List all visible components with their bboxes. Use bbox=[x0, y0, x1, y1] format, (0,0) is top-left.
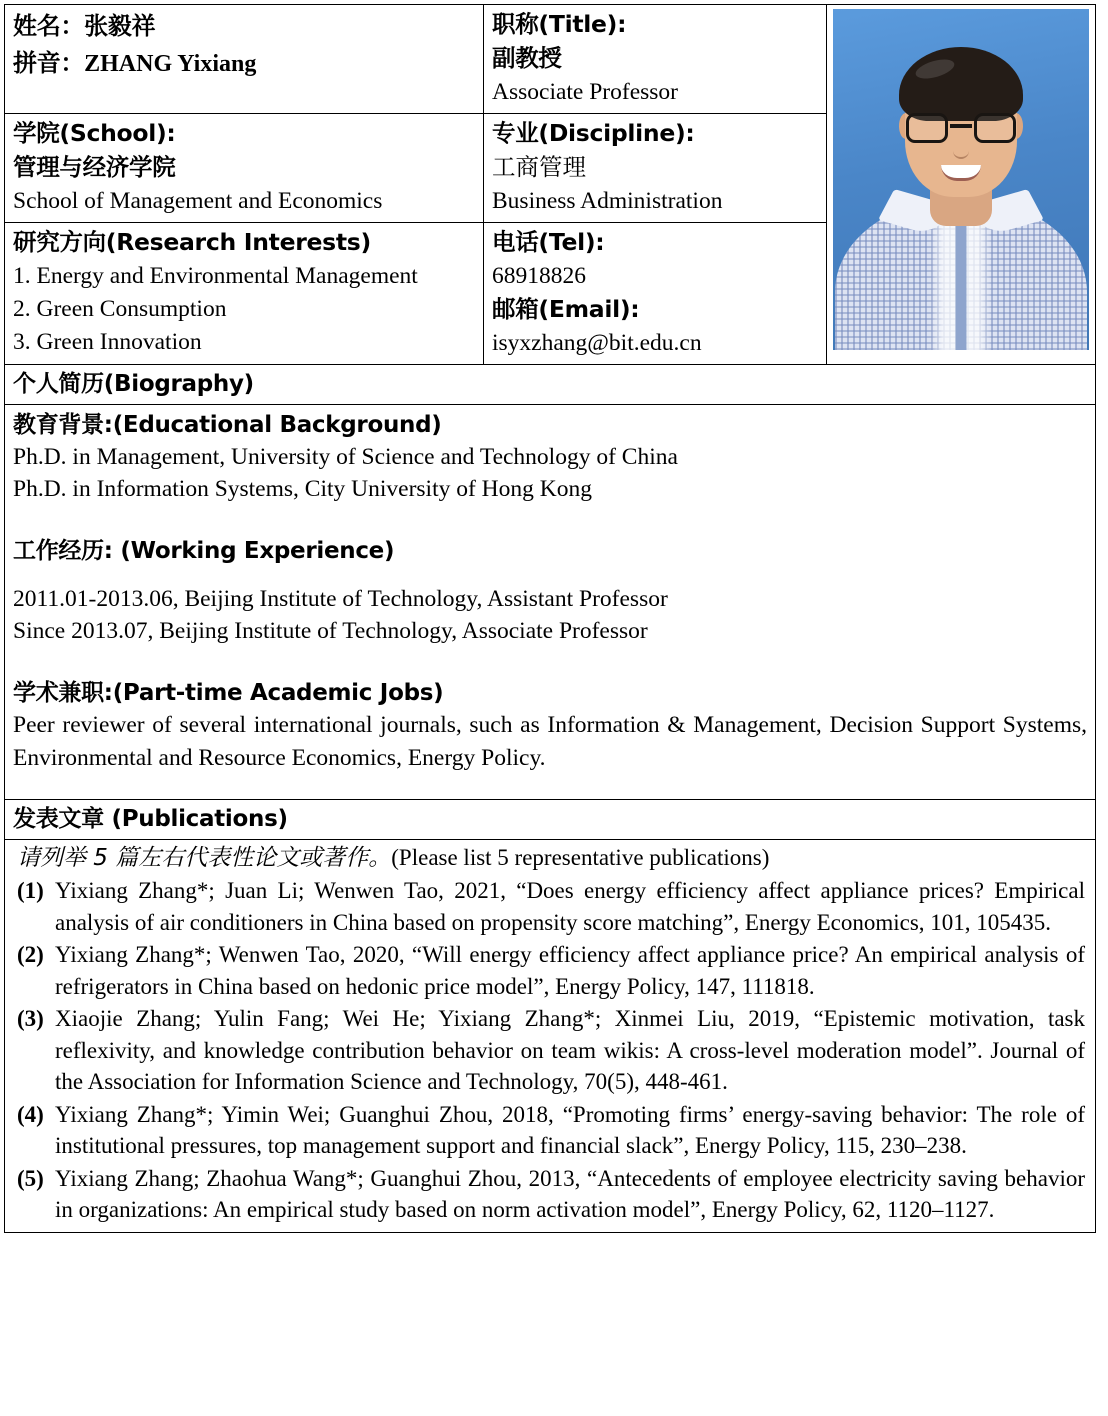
discipline-label: 专业(Discipline): bbox=[492, 119, 695, 147]
publications-instruction-en: (Please list 5 representative publications) bbox=[391, 845, 770, 870]
cell-biography-header bbox=[5, 365, 1096, 405]
glasses-bridge-shape bbox=[950, 124, 972, 128]
tel-value[interactable]: 68918826 bbox=[492, 263, 586, 289]
title-en: Associate Professor bbox=[492, 79, 679, 105]
publication-text: Yixiang Zhang; Zhaohua Wang*; Guanghui Zhou, 2013, “Antecedents of employee electricity saving behavior in organizations: An empirical study based on norm activation model”, Energy Policy, 62, 1120–1127. bbox=[55, 1165, 1085, 1222]
research-label: 研究方向(Research Interests) bbox=[13, 228, 371, 256]
publication-number: (5) bbox=[17, 1165, 44, 1191]
spacer bbox=[13, 567, 1087, 583]
pinyin-label: 拼音： bbox=[13, 49, 85, 77]
publications-instruction bbox=[13, 842, 1085, 874]
cell-publications-header bbox=[5, 800, 1096, 840]
discipline-cn-line bbox=[492, 151, 819, 185]
email-label: 邮箱(Email): bbox=[492, 295, 640, 323]
hair-shape bbox=[899, 47, 1023, 121]
school-label: 学院(School): bbox=[13, 119, 176, 147]
biography-section-title: 个人简历(Biography) bbox=[13, 371, 254, 397]
education-line: Ph.D. in Information Systems, City University of Hong Kong bbox=[13, 476, 592, 502]
title-label: 职称(Title): bbox=[492, 10, 627, 38]
publication-number: (3) bbox=[17, 1006, 44, 1031]
table-row-biography-header bbox=[5, 365, 1096, 405]
publications-section-title: 发表文章 (Publications) bbox=[13, 806, 288, 832]
school-cn-line bbox=[13, 151, 476, 185]
tel-label: 电话(Tel): bbox=[492, 228, 605, 256]
email-label-line bbox=[492, 293, 819, 327]
publication-item bbox=[13, 1099, 1085, 1162]
publication-text: Yixiang Zhang*; Wenwen Tao, 2020, “Will energy efficiency affect appliance price? An empirical analysis of refrigerators in China based on hedonic price model”, Energy Policy, 147, 111818. bbox=[55, 942, 1085, 999]
cell-publications-list bbox=[5, 840, 1096, 1233]
publications-instruction-cn: 请列举 5 篇左右代表性论文或著作。 bbox=[17, 845, 392, 871]
cell-title bbox=[484, 5, 827, 114]
publication-item bbox=[13, 939, 1085, 1002]
discipline-label-line bbox=[492, 117, 819, 151]
publication-number: (2) bbox=[17, 942, 44, 967]
cell-discipline bbox=[484, 114, 827, 223]
name-label: 姓名： bbox=[13, 12, 85, 40]
table-row-biography-body bbox=[5, 405, 1096, 800]
publication-text: Yixiang Zhang*; Yimin Wei; Guanghui Zhou, 2018, “Promoting firms’ energy-saving behavior: The role of institutional pressures, top management support and financial slack”, Energy Policy, 115, 230–238. bbox=[55, 1101, 1085, 1158]
table-row-publications-header bbox=[5, 800, 1096, 840]
research-label-line bbox=[13, 226, 476, 260]
publication-number: (1) bbox=[17, 878, 44, 903]
working-experience-header: 工作经历: (Working Experience) bbox=[13, 538, 395, 564]
cell-photo bbox=[827, 5, 1096, 365]
school-label-line bbox=[13, 117, 476, 151]
pinyin-value: ZHANG Yixiang bbox=[84, 51, 257, 77]
working-experience-line: Since 2013.07, Beijing Institute of Technology, Associate Professor bbox=[13, 618, 648, 644]
name-line bbox=[13, 8, 476, 45]
lens-right-shape bbox=[974, 113, 1016, 143]
publication-item bbox=[13, 1003, 1085, 1098]
publication-text: Yixiang Zhang*; Juan Li; Wenwen Tao, 2021, “Does energy efficiency affect appliance prices? Empirical analysis of air conditioners in China based on propensity score matching”, Energy Economics, 101, 105435. bbox=[55, 878, 1085, 935]
parttime-jobs-text: Peer reviewer of several international journals, such as Information & Management, Decision Support Systems, Environmental and Resource Economics, Energy Policy. bbox=[13, 712, 1087, 771]
glasses-icon bbox=[906, 113, 1016, 143]
table-row-publications-list bbox=[5, 840, 1096, 1233]
name-value: 张毅祥 bbox=[84, 12, 156, 40]
table-row-name bbox=[5, 5, 1096, 114]
research-item: 3. Green Innovation bbox=[13, 329, 202, 355]
spacer bbox=[13, 505, 1087, 535]
publication-item bbox=[13, 1163, 1085, 1226]
title-cn-line bbox=[492, 42, 819, 76]
spacer bbox=[13, 775, 1087, 791]
discipline-cn: 工商管理 bbox=[492, 153, 586, 181]
email-value[interactable]: isyxzhang@bit.edu.cn bbox=[492, 330, 702, 356]
school-en: School of Management and Economics bbox=[13, 188, 383, 214]
profile-table bbox=[4, 4, 1096, 1233]
publication-item bbox=[13, 875, 1085, 938]
pinyin-line bbox=[13, 45, 476, 82]
school-cn: 管理与经济学院 bbox=[13, 153, 176, 181]
publication-text: Xiaojie Zhang; Yulin Fang; Wei He; Yixiang Zhang*; Xinmei Liu, 2019, “Epistemic motivation, task reflexivity, and knowledge contribution behavior on team wikis: A cross-level moderation model”. Journal of the Association for Information Science and Technology, 70(5), 448-461. bbox=[55, 1006, 1085, 1094]
cell-name bbox=[5, 5, 484, 114]
title-label-line bbox=[492, 8, 819, 42]
tel-label-line bbox=[492, 226, 819, 260]
spacer bbox=[13, 647, 1087, 677]
publication-number: (4) bbox=[17, 1101, 44, 1127]
discipline-en: Business Administration bbox=[492, 188, 723, 214]
portrait-photo bbox=[833, 9, 1089, 350]
parttime-jobs-header: 学术兼职:(Part-time Academic Jobs) bbox=[13, 680, 444, 706]
cell-contact bbox=[484, 223, 827, 365]
research-item: 1. Energy and Environmental Management bbox=[13, 263, 418, 289]
education-line: Ph.D. in Management, University of Science and Technology of China bbox=[13, 444, 678, 470]
education-header: 教育背景:(Educational Background) bbox=[13, 412, 442, 438]
nose-shape bbox=[953, 141, 969, 159]
research-item: 2. Green Consumption bbox=[13, 296, 227, 322]
lens-left-shape bbox=[906, 113, 948, 143]
working-experience-line: 2011.01-2013.06, Beijing Institute of Technology, Assistant Professor bbox=[13, 586, 668, 612]
title-cn: 副教授 bbox=[492, 44, 562, 72]
cell-school bbox=[5, 114, 484, 223]
cell-research-interests bbox=[5, 223, 484, 365]
cell-biography-body bbox=[5, 405, 1096, 800]
